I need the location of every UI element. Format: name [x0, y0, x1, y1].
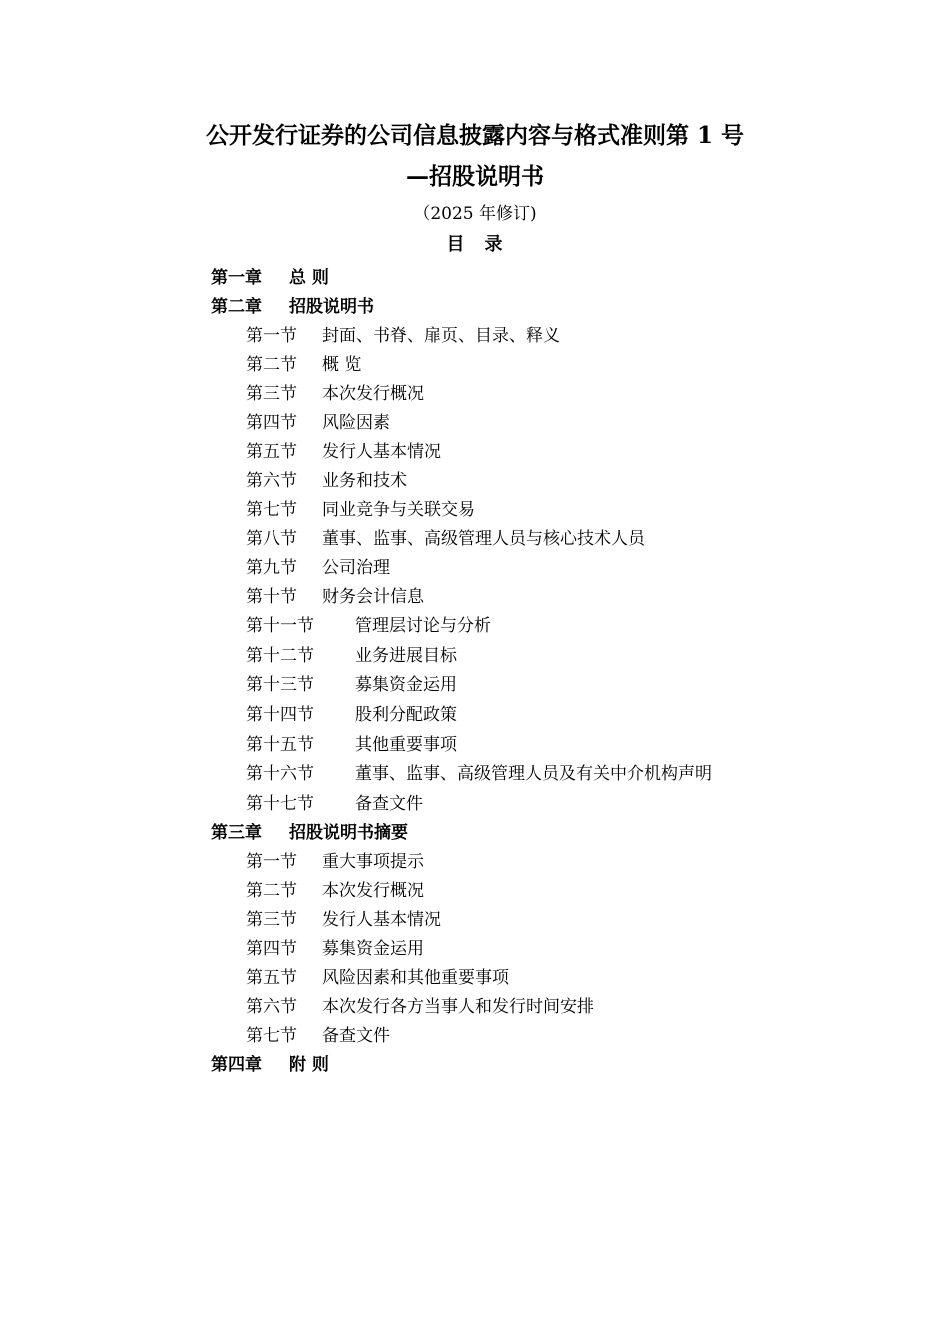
section-number: 第五节 [246, 442, 297, 462]
section-number: 第四节 [246, 413, 297, 433]
chapter-title: 附 则 [289, 1055, 329, 1076]
section-title: 董事、监事、高级管理人员与核心技术人员 [322, 529, 645, 549]
toc-section [211, 1019, 811, 1048]
section-number: 第十六节 [246, 764, 314, 785]
section-number: 第十二节 [246, 645, 314, 666]
section-title: 股利分配政策 [355, 705, 457, 726]
section-title: 本次发行概况 [322, 881, 424, 902]
section-number: 第十四节 [246, 705, 314, 726]
toc-section [211, 348, 811, 377]
section-number: 第二节 [246, 355, 297, 375]
section-number: 第七节 [246, 500, 297, 520]
section-number: 第四节 [246, 939, 297, 960]
section-title: 封面、书脊、扉页、目录、释义 [322, 326, 560, 346]
section-title: 风险因素和其他重要事项 [322, 968, 509, 989]
section-number: 第二节 [246, 881, 297, 902]
section-title: 重大事项提示 [322, 852, 424, 873]
section-title: 业务进展目标 [355, 645, 457, 666]
toc-section [211, 580, 811, 609]
section-title: 其他重要事项 [355, 734, 457, 755]
revision-note: （2025 年修订) [413, 204, 537, 224]
toc-section [211, 609, 811, 639]
section-number: 第十一节 [246, 616, 314, 637]
toc-section [211, 464, 811, 493]
section-number: 第六节 [246, 997, 297, 1018]
chapter-title: 总 则 [289, 268, 329, 288]
section-title: 公司治理 [322, 558, 390, 578]
toc-section [211, 319, 811, 348]
section-number: 第九节 [246, 558, 297, 578]
section-number: 第八节 [246, 529, 297, 549]
document-subtitle: —招股说明书 [406, 163, 544, 190]
section-number: 第一节 [246, 326, 297, 346]
section-title: 同业竞争与关联交易 [322, 500, 475, 520]
section-title: 发行人基本情况 [322, 442, 441, 462]
section-title: 风险因素 [322, 413, 390, 433]
section-number: 第六节 [246, 471, 297, 491]
section-number: 第十七节 [246, 793, 314, 814]
toc-section [211, 406, 811, 435]
toc-chapter-3 [211, 816, 811, 845]
toc-section [211, 551, 811, 580]
section-number: 第五节 [246, 968, 297, 989]
section-number: 第三节 [246, 910, 297, 931]
chapter-number: 第三章 [211, 823, 262, 844]
section-title: 财务会计信息 [322, 587, 424, 607]
section-number: 第一节 [246, 852, 297, 873]
toc-section [211, 668, 811, 698]
chapter-number: 第四章 [211, 1055, 262, 1076]
toc-section [211, 787, 811, 817]
toc-section [211, 757, 811, 787]
section-title: 董事、监事、高级管理人员及有关中介机构声明 [355, 764, 712, 785]
toc-section [211, 932, 811, 961]
chapter-title: 招股说明书摘要 [289, 823, 408, 844]
section-number: 第十五节 [246, 734, 314, 755]
section-title: 本次发行各方当事人和发行时间安排 [322, 997, 594, 1018]
toc-section [211, 435, 811, 464]
toc-section [211, 698, 811, 728]
toc-section [211, 903, 811, 932]
toc-section [211, 522, 811, 551]
chapter-number: 第二章 [211, 297, 262, 317]
table-of-contents [211, 261, 811, 1077]
section-title: 备查文件 [322, 1026, 390, 1047]
section-title: 管理层讨论与分析 [355, 616, 491, 637]
toc-section [211, 961, 811, 990]
section-number: 第三节 [246, 384, 297, 404]
toc-section [211, 874, 811, 903]
section-number: 第七节 [246, 1026, 297, 1047]
section-number: 第十节 [246, 587, 297, 607]
toc-section [211, 377, 811, 406]
toc-section [211, 727, 811, 757]
toc-section [211, 639, 811, 669]
chapter-title: 招股说明书 [289, 297, 374, 317]
section-title: 募集资金运用 [355, 675, 457, 696]
section-title: 备查文件 [355, 793, 423, 814]
section-title: 本次发行概况 [322, 384, 424, 404]
section-number: 第十三节 [246, 675, 314, 696]
section-title: 概 览 [322, 355, 362, 375]
toc-chapter-2 [211, 290, 811, 319]
chapter-number: 第一章 [211, 268, 262, 288]
toc-chapter-4 [211, 1048, 811, 1077]
section-title: 发行人基本情况 [322, 910, 441, 931]
toc-section [211, 990, 811, 1019]
toc-section [211, 493, 811, 522]
section-title: 募集资金运用 [322, 939, 424, 960]
toc-chapter-1 [211, 261, 811, 290]
toc-heading: 目 录 [446, 234, 504, 255]
section-title: 业务和技术 [322, 471, 407, 491]
toc-section [211, 845, 811, 874]
document-title: 公开发行证券的公司信息披露内容与格式准则第 1 号 [205, 122, 745, 149]
